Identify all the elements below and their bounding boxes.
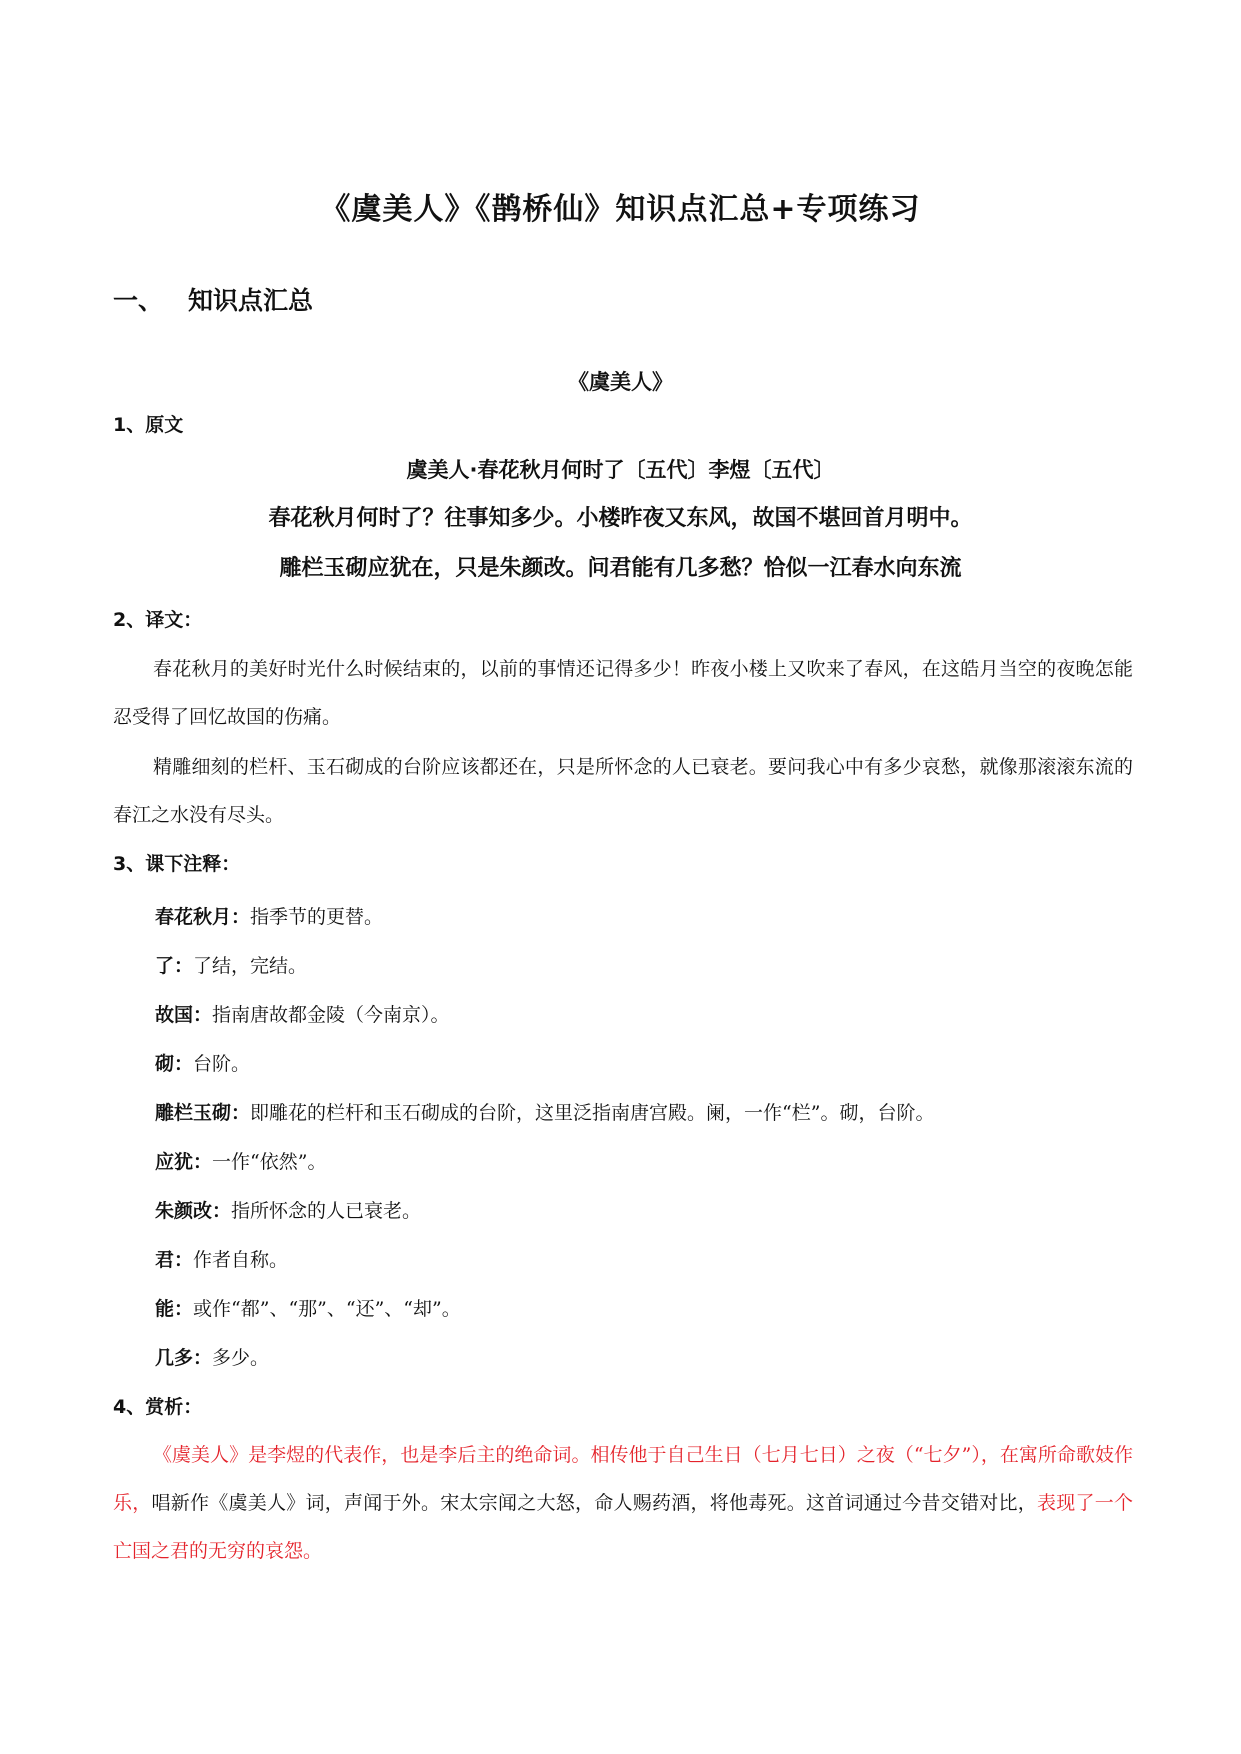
note-separator: ：	[212, 1200, 232, 1222]
note-separator: ：	[231, 1102, 251, 1124]
note-item	[155, 1187, 1135, 1236]
note-term: 雕栏玉砌	[155, 1102, 232, 1124]
translation-paragraph-1: 春花秋月的美好时光什么时候结束的，以前的事情还记得多少！昨夜小楼上又吹来了春风，在这皓月当空的夜晚怎能忍受得了回忆故国的伤痛。	[113, 658, 1133, 728]
note-separator: ：	[174, 1249, 194, 1271]
item-label-notes: 3、课下注释：	[113, 853, 241, 875]
appreciation-red-text-1: 《虞美人》是李煜的代表作，也是李后主的绝命词。相传他于自己生日（七月七日）之夜（“七夕”），在寓所命歌妓作乐，	[113, 1444, 1133, 1514]
poem-line-2: 雕栏玉砌应犹在，只是朱颜改。问君能有几多愁？恰似一江春水向东流	[279, 556, 962, 581]
note-item	[155, 1236, 1135, 1285]
note-item	[155, 1040, 1135, 1089]
note-item	[155, 991, 1135, 1040]
note-text: 或作“都”、“那”、“还”、“却”。	[193, 1298, 461, 1320]
note-term: 春花秋月	[155, 906, 232, 928]
note-item	[155, 893, 1135, 942]
item-heading-original	[113, 411, 183, 439]
note-separator: ：	[174, 1298, 194, 1320]
item-label-original: 1、原文	[113, 414, 184, 436]
note-text: 一作“依然”。	[212, 1151, 327, 1173]
note-item	[155, 1334, 1135, 1383]
item-heading-translation	[113, 606, 202, 634]
appreciation-red-text-2: 表现了一个亡国之君的无穷的哀怨。	[113, 1492, 1133, 1562]
item-heading-notes	[113, 850, 240, 878]
item-heading-appreciation	[113, 1393, 202, 1421]
section-heading	[113, 283, 313, 319]
note-term: 能	[155, 1298, 175, 1320]
translation-paragraph-2: 精雕细刻的栏杆、玉石砌成的台阶应该都还在，只是所怀念的人已衰老。要问我心中有多少哀愁，就像那滚滚东流的春江之水没有尽头。	[113, 756, 1133, 826]
appreciation-plain-text: 唱新作《虞美人》词，声闻于外。宋太宗闻之大怒，命人赐药酒，将他毒死。这首词通过今昔交错对比，	[151, 1492, 1037, 1514]
note-text: 指南唐故都金陵（今南京）。	[212, 1004, 450, 1026]
note-separator: ：	[193, 1004, 213, 1026]
note-term: 君	[155, 1249, 175, 1271]
note-text: 即雕花的栏杆和玉石砌成的台阶，这里泛指南唐宫殿。阑，一作“栏”。砌，台阶。	[250, 1102, 935, 1124]
note-item	[155, 1089, 1135, 1138]
note-separator: ：	[174, 1053, 194, 1075]
note-term: 朱颜改	[155, 1200, 213, 1222]
poem-subtitle: 《虞美人》	[568, 370, 673, 394]
note-separator: ：	[174, 955, 194, 977]
note-term: 应犹	[155, 1151, 194, 1173]
poem-header: 虞美人·春花秋月何时了〔五代〕李煜〔五代〕	[406, 458, 835, 482]
note-item	[155, 1285, 1135, 1334]
note-term: 砌	[155, 1053, 175, 1075]
note-separator: ：	[193, 1347, 213, 1369]
note-term: 故国	[155, 1004, 194, 1026]
note-text: 指季节的更替。	[250, 906, 384, 928]
document-title: 《虞美人》《鹊桥仙》知识点汇总+专项练习	[320, 192, 921, 227]
note-separator: ：	[193, 1151, 213, 1173]
note-item	[155, 1138, 1135, 1187]
note-term: 几多	[155, 1347, 194, 1369]
note-term: 了	[155, 955, 175, 977]
appreciation-paragraph	[113, 1431, 1133, 1575]
item-label-translation: 2、译文：	[113, 609, 203, 631]
poem-line-1: 春花秋月何时了？往事知多少。小楼昨夜又东风，故国不堪回首月明中。	[268, 506, 973, 531]
note-text: 台阶。	[193, 1053, 251, 1075]
note-separator: ：	[231, 906, 251, 928]
section-title: 知识点汇总	[188, 286, 314, 315]
item-label-appreciation: 4、赏析：	[113, 1396, 203, 1418]
note-text: 指所怀念的人已衰老。	[231, 1200, 422, 1222]
note-text: 作者自称。	[193, 1249, 289, 1271]
section-number: 一、	[113, 286, 164, 315]
note-item	[155, 942, 1135, 991]
note-text: 多少。	[212, 1347, 270, 1369]
notes-list	[155, 893, 1135, 1383]
note-text: 了结，完结。	[193, 955, 308, 977]
